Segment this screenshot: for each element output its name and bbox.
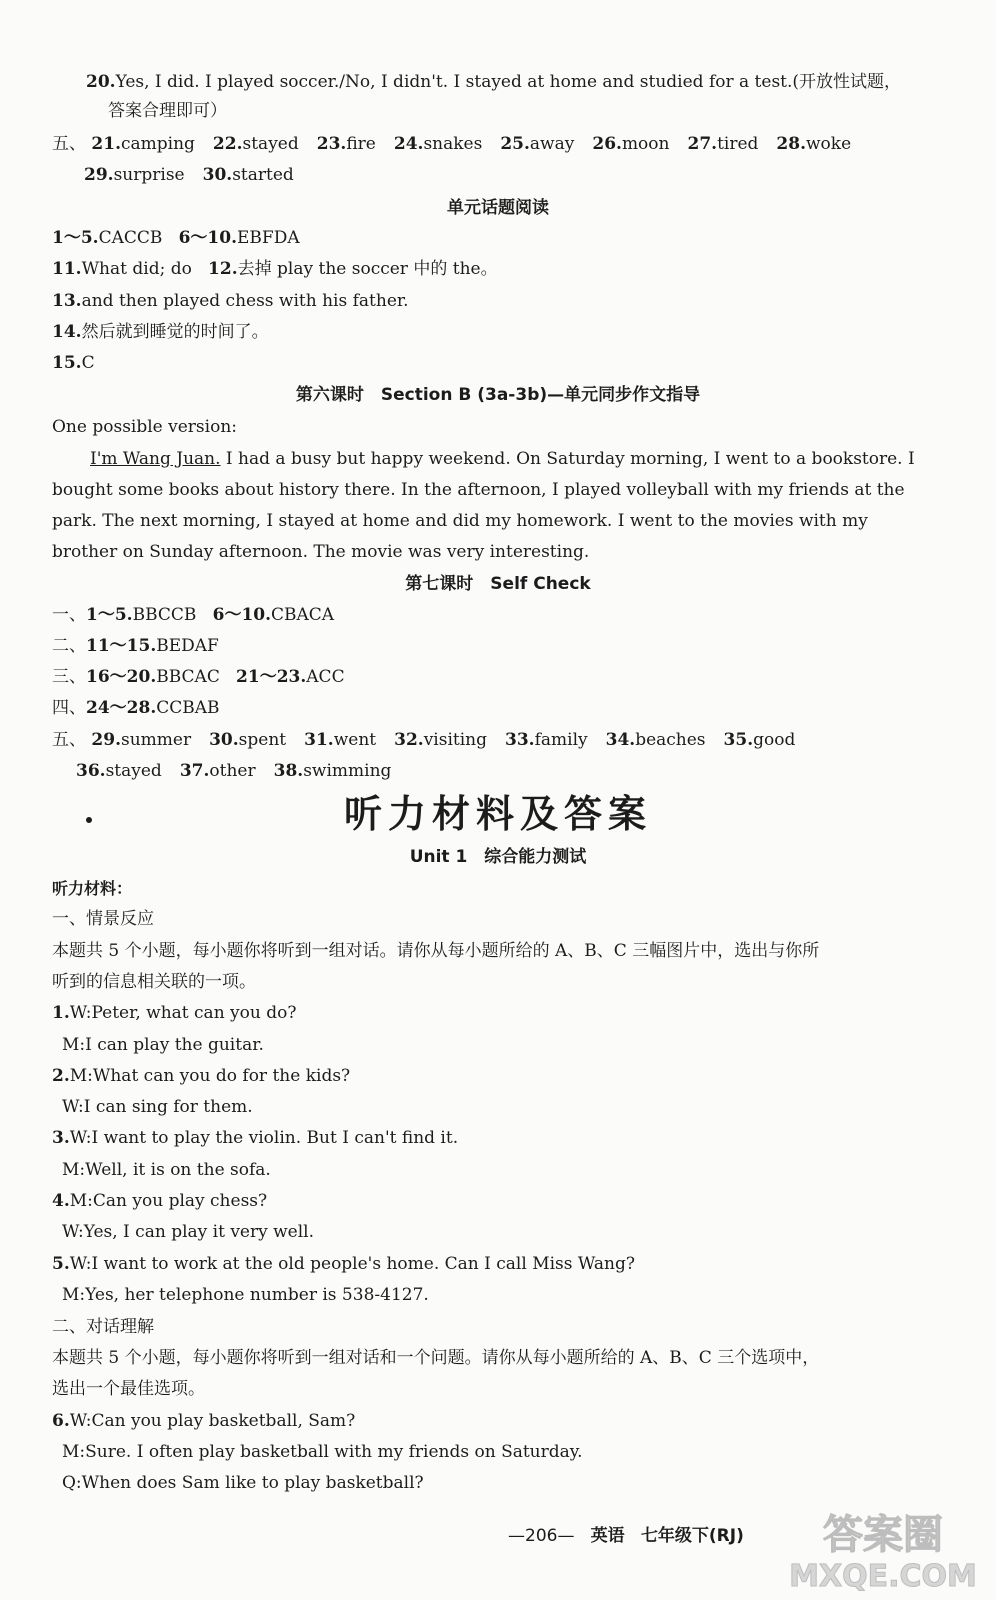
item-number: 22. [212,134,243,154]
reading-heading: 单元话题阅读 [447,198,549,218]
self-check-row-1: 一、1～5.BBCCB 6～10.CBACA [52,605,335,625]
part2-instruction-2: 选出一个最佳选项。 [52,1379,205,1399]
part1-title: 一、情景反应 [52,909,154,929]
essay-line-1: I'm Wang Juan. I had a busy but happy weekend. On Saturday morning, I went to a bookstore. I [90,449,915,469]
dialogue-6-line-a: 6.W:Can you play basketball, Sam? [52,1411,356,1431]
fill-answer-item [592,134,669,154]
fill-answer-item [91,134,195,154]
answer-20: 20.Yes, I did. I played soccer./No, I didn't. I stayed at home and studied for a test.(开放性试题， [86,72,902,92]
dialogue-3-line-b: M:Well, it is on the sofa. [62,1160,271,1180]
item-word: good [753,730,796,750]
answer-20-continued: 答案合理即可） [108,101,227,121]
fill-answer-item [394,134,482,154]
part2-instruction-1: 本题共 5 个小题，每小题你将听到一组对话和一个问题。请你从每小题所给的 A、B、C 三个选项中， [52,1348,820,1368]
item-number: 28. [776,134,806,154]
essay-line-4: brother on Sunday afternoon. The movie was very interesting. [52,542,590,562]
item-word: tired [717,134,759,154]
dialogue-3-line-a: 3.W:I want to play the violin. But I can't find it. [52,1128,459,1148]
listening-title: 听力材料及答案 [343,791,652,836]
item-word: stayed [242,134,299,154]
item-number: 37. [179,761,210,781]
self-check-answer-item [209,730,286,750]
item-word: fire [346,134,376,154]
page-footer [508,1525,744,1547]
item-word: other [209,761,256,781]
item-word: visiting [423,730,487,750]
part1-instruction-1: 本题共 5 个小题，每小题你将听到一组对话。请你从每小题所给的 A、B、C 三幅图片中，选出与你所 [52,941,820,961]
item-number: 35. [723,730,754,750]
fill-answer-item [213,134,299,154]
item-word: surprise [113,165,185,185]
item-word: spent [238,730,287,750]
item-number: 29. [91,730,121,750]
subject-label: 英语 [590,1526,625,1546]
fill-answer-item [500,134,574,154]
fill-answer-item [203,165,294,185]
item-number: 21. [91,134,121,154]
item-number: 30. [202,165,233,185]
reading-answers-1-10: 1～5.CACCB 6～10.EBFDA [52,228,300,248]
dialogue-6-line-b: M:Sure. I often play basketball with my friends on Saturday. [62,1442,583,1462]
fill-answer-item [776,134,851,154]
dialogue-2-line-a: 2.M:What can you do for the kids? [52,1066,351,1086]
dialogue-4-line-a: 4.M:Can you play chess? [52,1191,268,1211]
dialogue-2-line-b: W:I can sing for them. [62,1097,253,1117]
reading-answer-15: 15.C [52,353,95,373]
item-number: 23. [316,134,347,154]
watermark-text-en: MXQE.COM [789,1559,977,1594]
watermark-text-cn: 答案圈 [823,1512,943,1558]
fill-answer-item [84,165,185,185]
item-number: 25. [500,134,530,154]
item-number: 29. [84,165,114,185]
item-number: 30. [209,730,239,750]
item-number: 31. [304,730,334,750]
part2-title: 二、对话理解 [52,1317,154,1337]
self-check-answer-item [91,730,191,750]
self-check-answer-item [505,730,588,750]
item-number: 32. [394,730,424,750]
item-number: 27. [687,134,718,154]
self-check-answer-item [304,730,376,750]
self-check-answer-item [180,761,256,781]
item-number: 36. [76,761,106,781]
reading-answer-14: 14.然后就到睡觉的时间了。 [52,322,269,342]
essay-line-2: bought some books about history there. In the afternoon, I played volleyball with my friends at the [52,480,905,500]
item-word: stayed [105,761,162,781]
part1-instruction-2: 听到的信息相关联的一项。 [52,972,256,992]
dialogue-1-line-a: 1.W:Peter, what can you do? [52,1003,297,1023]
dialogue-1-line-b: M:I can play the guitar. [62,1035,264,1055]
item-word: snakes [423,134,483,154]
self-check-row-5b [76,760,409,782]
item-word: started [232,165,294,185]
self-check-row-5: 五、 29.summer 30.spent 31.went 32.visiting 33.family 34.beaches 35.good [52,730,796,750]
lesson6-heading: 第六课时 Section B (3a-3b)—单元同步作文指导 [295,385,701,405]
self-check-answer-item [606,730,706,750]
self-check-row-3: 三、16～20.BBCAC 21～23.ACC [52,667,345,687]
dialogue-5-line-b: M:Yes, her telephone number is 538-4127. [62,1285,429,1305]
lesson7-heading: 第七课时 Self Check [405,574,591,594]
self-check-answer-item [394,730,487,750]
item-word: woke [805,134,852,154]
item-word: away [529,134,575,154]
self-check-answer-item [274,761,392,781]
essay-intro: One possible version: [52,417,237,437]
page-number: —206— [508,1526,575,1546]
section-five-row2 [84,164,312,186]
item-number: 24. [393,134,424,154]
unit1-heading: Unit 1 综合能力测试 [409,847,587,867]
dialogue-5-line-a: 5.W:I want to work at the old people's home. Can I call Miss Wang? [52,1254,635,1274]
item-word: moon [621,134,670,154]
reading-answer-13: 13.and then played chess with his father. [52,291,409,311]
dialogue-6-question: Q:When does Sam like to play basketball? [62,1473,424,1493]
item-word: camping [120,134,195,154]
self-check-answer-item [724,730,796,750]
item-word: summer [120,730,192,750]
watermark-logo [771,1502,986,1594]
item-number: 34. [605,730,636,750]
section-five-row1: 五、 21.camping 22.stayed 23.fire 24.snakes 25.away 26.moon 27.tired 28.woke [52,134,852,154]
item-word: beaches [635,730,706,750]
item-word: swimming [303,761,392,781]
item-word: family [534,730,588,750]
item-number: 38. [273,761,304,781]
self-check-row-4: 四、24～28.CCBAB [52,698,220,718]
fill-answer-item [317,134,376,154]
self-check-answer-item [76,761,162,781]
item-number: 33. [505,730,535,750]
self-check-row-2: 二、11～15.BEDAF [52,636,219,656]
grade-label: 七年级下(RJ) [640,1526,744,1546]
listening-label: 听力材料： [52,879,133,898]
dialogue-4-line-b: W:Yes, I can play it very well. [62,1222,315,1242]
item-word: went [333,730,377,750]
reading-answer-11-12: 11.What did; do 12.去掉 play the soccer 中的 the。 [52,259,498,279]
item-number: 26. [592,134,622,154]
essay-line-3: park. The next morning, I stayed at home and did my homework. I went to the movies with my [52,511,868,531]
fill-answer-item [687,134,758,154]
